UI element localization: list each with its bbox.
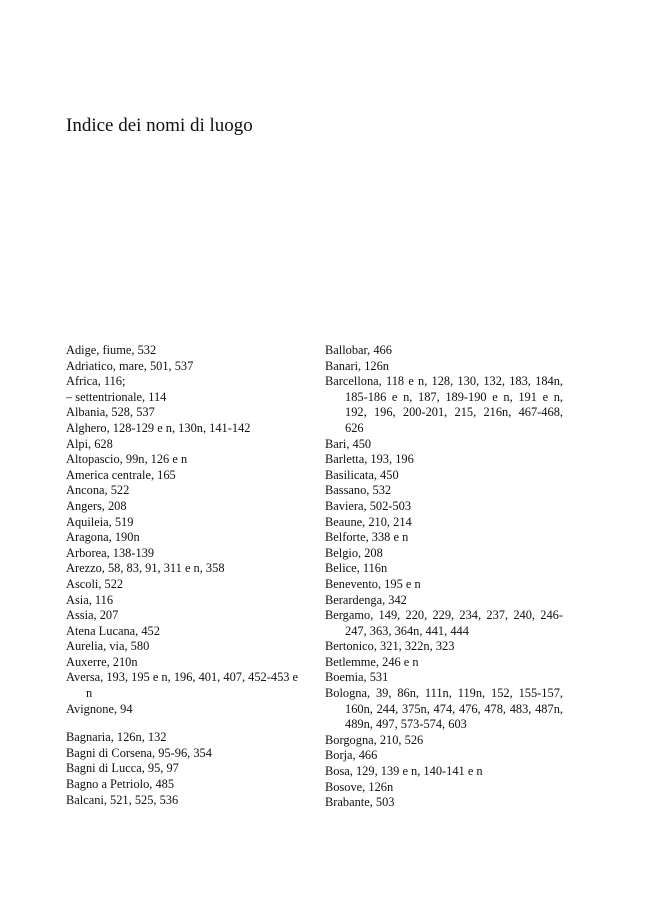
index-entry: Bagnaria, 126n, 132 [66, 730, 167, 745]
index-entry: Ascoli, 522 [66, 576, 124, 591]
index-entry: Atena Lucana, 452 [66, 623, 160, 638]
index-column-right [325, 343, 563, 811]
index-entry: Bertonico, 321, 322n, 323 [325, 639, 455, 654]
index-entry: Angers, 208 [66, 498, 127, 513]
letter-gap [66, 717, 306, 730]
index-column-left [66, 343, 306, 808]
index-entry: Aquileia, 519 [66, 514, 134, 529]
index-entry: Ballobar, 466 [325, 343, 392, 357]
page-title: Indice dei nomi di luogo [66, 115, 253, 136]
index-entry: Bagno a Petriolo, 485 [66, 777, 175, 792]
index-group-a [66, 343, 306, 717]
index-entry: Barcellona, 118 e n, 128, 130, 132, 183, 184n, 185-186 e n, 187, 189-190 e n, 191 e n, 192, 196, 200-201, 215, 216n, 467-468, 626 [325, 374, 563, 435]
index-entry: Boemia, 531 [325, 670, 389, 685]
index-entry: Alghero, 128-129 e n, 130n, 141-142 [66, 420, 251, 435]
index-entry: Bassano, 532 [325, 483, 392, 498]
index-entry: Berardenga, 342 [325, 592, 407, 607]
index-entry: Bosa, 129, 139 e n, 140-141 e n [325, 764, 483, 779]
index-entry: Basilicata, 450 [325, 467, 399, 482]
index-entry: Assia, 207 [66, 608, 119, 623]
index-entry: Africa, 116; [66, 374, 126, 389]
index-entry: Arezzo, 58, 83, 91, 311 e n, 358 [66, 561, 225, 576]
index-group-b [66, 730, 306, 808]
index-entry: Bari, 450 [325, 436, 372, 451]
index-entry: – settentrionale, 114 [66, 389, 167, 404]
index-entry: Adige, fiume, 532 [66, 343, 157, 357]
index-entry: Adriatico, mare, 501, 537 [66, 358, 194, 373]
index-entry: Bagni di Corsena, 95-96, 354 [66, 745, 212, 760]
index-entry: Bergamo, 149, 220, 229, 234, 237, 240, 246-247, 363, 364n, 441, 444 [325, 608, 563, 638]
index-entry: Ancona, 522 [66, 483, 130, 498]
index-entry: Bologna, 39, 86n, 111n, 119n, 152, 155-157, 160n, 244, 375n, 474, 476, 478, 483, 487n, 489n, 497, 573-574, 603 [325, 686, 563, 732]
index-entry: Baviera, 502-503 [325, 498, 412, 513]
index-entry: Brabante, 503 [325, 795, 395, 810]
index-entry: Borgogna, 210, 526 [325, 732, 424, 747]
index-entry: Betlemme, 246 e n [325, 654, 419, 669]
index-entry: Asia, 116 [66, 592, 114, 607]
index-entry: Aragona, 190n [66, 530, 140, 545]
index-entry: Belgio, 208 [325, 545, 383, 560]
index-entry: Albania, 528, 537 [66, 405, 155, 420]
index-entry: Alpi, 628 [66, 436, 113, 451]
index-entry: Aurelia, via, 580 [66, 639, 150, 654]
index-entry: Auxerre, 210n [66, 654, 138, 669]
index-group-b-continued [325, 343, 563, 811]
index-entry: Bagni di Lucca, 95, 97 [66, 761, 179, 776]
index-entry: Belforte, 338 e n [325, 530, 409, 545]
index-entry: Barletta, 193, 196 [325, 452, 414, 467]
index-entry: Belice, 116n [325, 561, 388, 576]
index-entry: Benevento, 195 e n [325, 576, 421, 591]
index-entry: Aversa, 193, 195 e n, 196, 401, 407, 452-453 e n [66, 670, 299, 701]
index-entry: Borja, 466 [325, 748, 378, 763]
index-entry: Balcani, 521, 525, 536 [66, 792, 179, 807]
index-entry: Banari, 126n [325, 358, 390, 373]
index-entry: America centrale, 165 [66, 467, 176, 482]
index-entry: Altopascio, 99n, 126 e n [66, 452, 188, 467]
index-entry: Bosove, 126n [325, 779, 394, 794]
index-entry: Beaune, 210, 214 [325, 514, 412, 529]
index-entry: Arborea, 138-139 [66, 545, 155, 560]
index-entry: Avignone, 94 [66, 701, 133, 716]
